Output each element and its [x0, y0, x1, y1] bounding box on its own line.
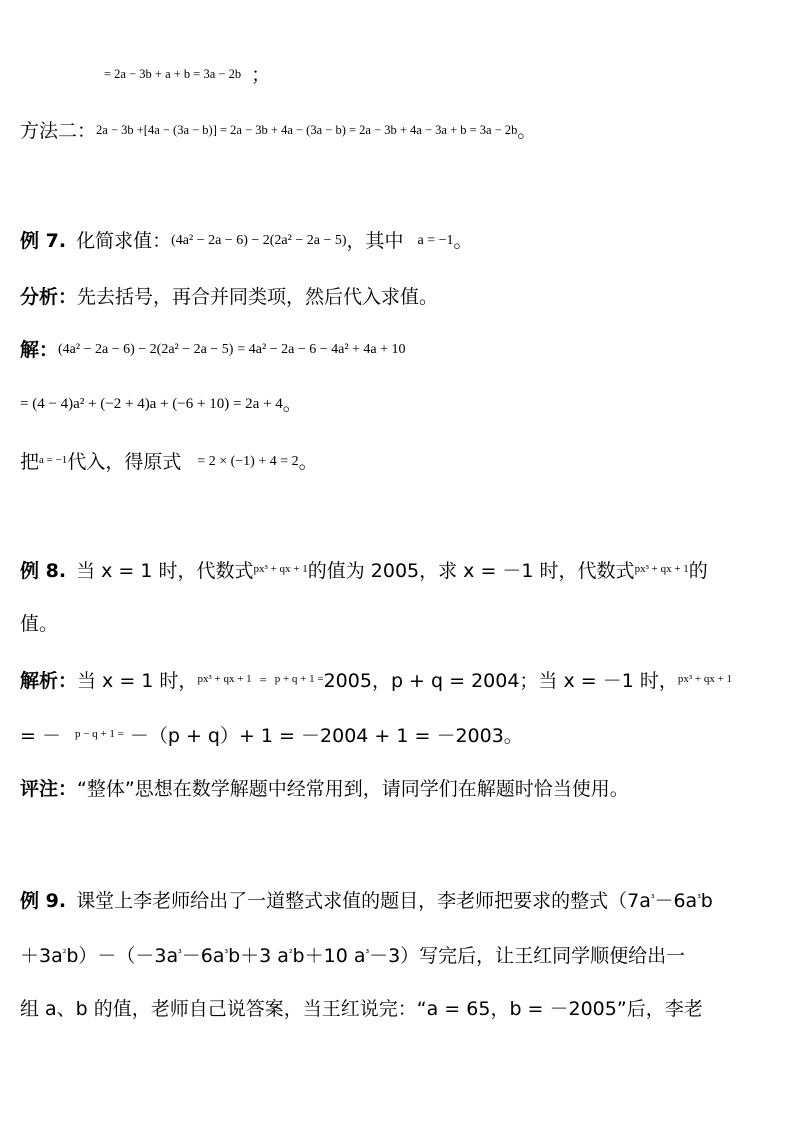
comment-line [20, 777, 629, 801]
analysis-label: 分析： [20, 286, 78, 308]
example-7-label: 例 7. [20, 230, 67, 252]
exponent: ³ [697, 894, 701, 904]
comment-label: 评注： [20, 778, 78, 800]
punct: 。 [298, 451, 318, 473]
formula: px³ + qx + 1 [197, 673, 252, 685]
text: ＋3a [20, 945, 63, 967]
jiexi-8-line-2 [20, 722, 523, 748]
text: b [700, 890, 713, 912]
exponent: ² [288, 949, 293, 959]
formula: = 2a − 3b + a + b = 3a − 2b [104, 67, 242, 81]
punct: 。 [453, 230, 473, 252]
example-8-label: 例 8. [20, 560, 67, 582]
text: 当 x = 1 时， [77, 670, 198, 692]
example-7-line [20, 229, 473, 253]
exponent: ³ [224, 949, 229, 959]
substitute-7-line [20, 448, 318, 474]
exponent: ² [62, 949, 67, 959]
solution-label: 解： [20, 339, 59, 361]
text: 2005，p + q = 2004；当 x = －1 时， [323, 670, 678, 692]
formula: (4a² − 2a − 6) − 2(2a² − 2a − 5) [58, 342, 234, 357]
text: 的值为 2005，求 x = －1 时，代数式 [307, 560, 635, 582]
formula: p + q + 1 = [274, 673, 324, 685]
example-9-line-3 [20, 997, 703, 1021]
text: b＋10 a [292, 945, 366, 967]
jiexi-label: 解析： [20, 670, 78, 692]
text: －6a [181, 945, 225, 967]
solution-7-line-2 [20, 392, 302, 416]
example-8-line [20, 557, 708, 583]
text: ，其中 [346, 230, 404, 252]
formula: px³ + qx + 1 [253, 563, 308, 575]
formula: px³ + qx + 1 [634, 563, 689, 575]
text: －6a [654, 890, 698, 912]
formula: = 4a² − 2a − 6 − 4a² + 4a + 10 [237, 342, 406, 357]
example-8-line-2 [20, 612, 58, 636]
exponent: ³ [178, 949, 182, 959]
punct: ； [251, 64, 271, 86]
text: = － [20, 725, 61, 747]
jiexi-8-line [20, 667, 732, 693]
comment-text: “整体”思想在数学解题中经常用到，请同学们在解题时恰当使用。 [77, 778, 629, 800]
formula: px³ + qx + 1 [677, 673, 733, 685]
formula: = [259, 673, 267, 687]
method-two-line [20, 118, 536, 143]
text: －3）写完后，让王红同学顺便给出一 [369, 945, 686, 967]
text: 的 [688, 560, 708, 582]
formula: 2a − 3b +[4a − (3a − b)] = 2a − 3b + 4a − (3a − b) = 2a − 3b + 4a − 3a + b = 3a − 2b [96, 123, 518, 137]
formula: a = −1 [417, 233, 454, 248]
example-9-line-2 [20, 942, 685, 968]
text: b）－（－3a [66, 945, 179, 967]
text: b＋3 a [228, 945, 289, 967]
formula: a = −1 [39, 454, 68, 466]
text: 值。 [20, 613, 59, 635]
text: 化简求值： [76, 230, 172, 252]
formula: = (4 − 4)a² + (−2 + 4)a + (−6 + 10) = 2a + 4 [20, 396, 283, 412]
text: 代入，得原式 [67, 451, 182, 473]
analysis-7-line [20, 285, 438, 309]
method-two-label: 方法二： [20, 120, 97, 142]
text: 当 x = 1 时，代数式 [76, 560, 254, 582]
exponent: ³ [365, 949, 370, 959]
analysis-text: 先去括号，再合并同类项，然后代入求值。 [77, 286, 439, 308]
punct: 。 [517, 120, 537, 142]
line-continuation [104, 62, 270, 87]
formula: (4a² − 2a − 6) − 2(2a² − 2a − 5) [171, 233, 347, 248]
formula: p − q + 1 = [74, 728, 124, 740]
text: 把 [20, 451, 40, 473]
solution-7-line [20, 338, 406, 362]
formula: = 2 × (−1) + 4 = 2 [197, 454, 299, 469]
example-9-label: 例 9. [20, 890, 67, 912]
text: 组 a、b 的值，老师自己说答案，当王红说完：“a = 65，b = －2005”后，李老 [20, 998, 703, 1020]
text: 课堂上李老师给出了一道整式求值的题目，李老师把要求的整式（7a [76, 890, 651, 912]
example-9-line [20, 887, 713, 913]
punct: 。 [282, 393, 302, 415]
text: －（p + q）+ 1 = －2004 + 1 = －2003。 [129, 725, 523, 747]
exponent: ³ [650, 894, 655, 904]
